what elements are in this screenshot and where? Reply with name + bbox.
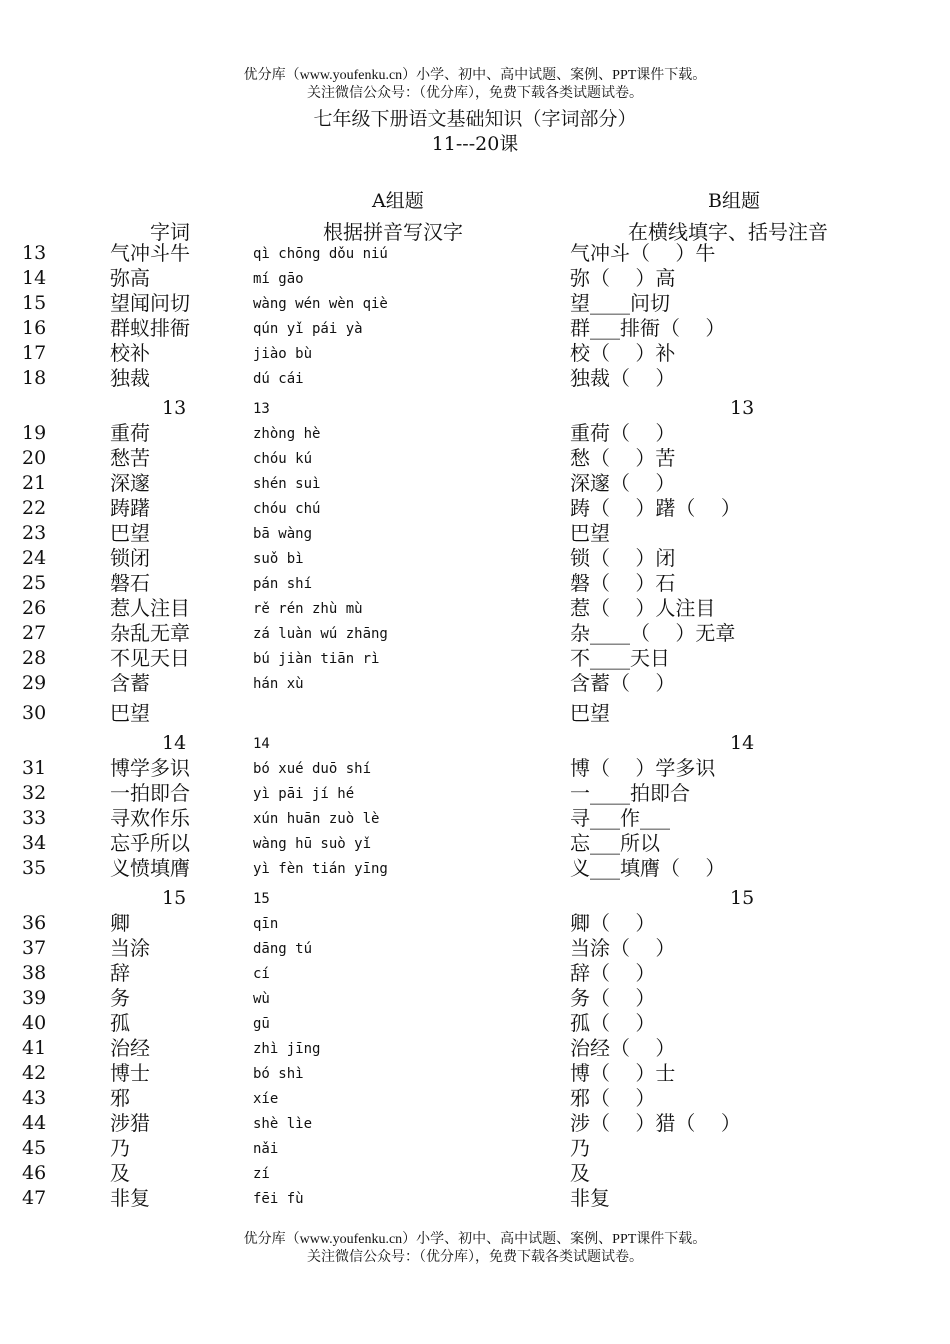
row-fill-blank: 含蓄（ ） xyxy=(570,671,676,695)
row-number: 42 xyxy=(22,1062,47,1084)
row-number: 18 xyxy=(22,367,47,389)
row-number: 39 xyxy=(22,987,47,1009)
table-row xyxy=(0,266,950,291)
row-word: 博学多识 xyxy=(110,756,190,780)
row-fill-blank: 深邃（ ） xyxy=(570,471,676,495)
row-word: 非复 xyxy=(110,1186,150,1210)
row-fill-blank: 卿（ ） xyxy=(570,911,656,935)
lesson-number-a: 15 xyxy=(162,887,187,909)
row-pinyin: shén suì xyxy=(253,476,321,492)
table-row xyxy=(0,446,950,471)
row-number: 20 xyxy=(22,447,47,469)
row-fill-blank: 寻___作___ xyxy=(570,806,670,830)
table-row xyxy=(0,596,950,621)
row-pinyin: fēi fù xyxy=(253,1191,304,1207)
row-number: 43 xyxy=(22,1087,47,1109)
table-row xyxy=(0,621,950,646)
lesson-number-a: 13 xyxy=(162,397,187,419)
row-pinyin: bó xué duō shí xyxy=(253,761,372,777)
row-number: 36 xyxy=(22,912,47,934)
page-subtitle: 11---20课 xyxy=(431,133,519,155)
row-pinyin: qì chōng dǒu niú xyxy=(253,246,388,262)
row-number: 15 xyxy=(22,292,47,314)
row-number: 27 xyxy=(22,622,47,644)
row-fill-blank: 校（ ）补 xyxy=(570,341,676,365)
row-pinyin: zhì jīng xyxy=(253,1041,321,1057)
lesson-number-b: 15 xyxy=(730,887,755,909)
table-row xyxy=(0,961,950,986)
row-fill-blank: 治经（ ） xyxy=(570,1036,676,1060)
row-word: 寻欢作乐 xyxy=(110,806,190,830)
row-word: 涉猎 xyxy=(110,1111,150,1135)
row-fill-blank: 乃 xyxy=(570,1136,590,1160)
row-fill-blank: 群___排衙（ ） xyxy=(570,316,726,340)
row-pinyin: bó shì xyxy=(253,1066,304,1082)
row-fill-blank: 重荷（ ） xyxy=(570,421,676,445)
row-fill-blank: 踌（ ）躇（ ） xyxy=(570,496,741,520)
row-number: 35 xyxy=(22,857,47,879)
header-line-2: 关注微信公众号：（优分库），免费下载各类试题试卷。 xyxy=(307,86,643,101)
row-number: 40 xyxy=(22,1012,47,1034)
row-word: 独裁 xyxy=(110,366,150,390)
row-word: 辞 xyxy=(110,961,130,985)
row-pinyin: rě rén zhù mù xyxy=(253,601,363,617)
row-word: 气冲斗牛 xyxy=(110,241,190,265)
lesson-marker xyxy=(0,886,950,911)
table-row xyxy=(0,571,950,596)
row-fill-blank: 望____问切 xyxy=(570,291,670,315)
row-pinyin: yì fèn tián yīng xyxy=(253,861,388,877)
row-word: 忘乎所以 xyxy=(110,831,190,855)
row-pinyin: hán xù xyxy=(253,676,304,692)
row-number: 46 xyxy=(22,1162,47,1184)
row-fill-blank: 巴望 xyxy=(570,521,610,545)
row-fill-blank: 一____拍即合 xyxy=(570,781,690,805)
lesson-number-a: 14 xyxy=(162,732,187,754)
row-fill-blank: 惹（ ）人注目 xyxy=(570,596,716,620)
table-row xyxy=(0,1036,950,1061)
row-word: 惹人注目 xyxy=(110,596,190,620)
row-word: 锁闭 xyxy=(110,546,150,570)
row-word: 一拍即合 xyxy=(110,781,190,805)
row-pinyin: yì pāi jí hé xyxy=(253,786,355,802)
row-number: 31 xyxy=(22,757,47,779)
row-pinyin: zhòng hè xyxy=(253,426,321,442)
row-number: 29 xyxy=(22,672,47,694)
row-number: 30 xyxy=(22,702,47,724)
group-a-heading: A组题 xyxy=(372,190,424,212)
row-fill-blank: 愁（ ）苦 xyxy=(570,446,676,470)
table-row xyxy=(0,701,950,726)
row-word: 群蚁排衙 xyxy=(110,316,190,340)
row-fill-blank: 博（ ）学多识 xyxy=(570,756,716,780)
row-fill-blank: 锁（ ）闭 xyxy=(570,546,676,570)
row-word: 望闻问切 xyxy=(110,291,190,315)
table-row xyxy=(0,421,950,446)
row-number: 34 xyxy=(22,832,47,854)
lesson-marker xyxy=(0,731,950,756)
table-row xyxy=(0,856,950,881)
table-row xyxy=(0,936,950,961)
row-word: 当涂 xyxy=(110,936,150,960)
table-row xyxy=(0,831,950,856)
row-number: 45 xyxy=(22,1137,47,1159)
table-row xyxy=(0,1061,950,1086)
row-number: 13 xyxy=(22,242,47,264)
row-fill-blank: 涉（ ）猎（ ） xyxy=(570,1111,741,1135)
row-pinyin: mí gāo xyxy=(253,271,304,287)
col-pinyin-heading: 根据拼音写汉字 xyxy=(323,220,463,244)
table-row xyxy=(0,756,950,781)
row-word: 务 xyxy=(110,986,130,1010)
col-fill-heading: 在横线填字、括号注音 xyxy=(628,220,828,244)
row-pinyin: wàng hū suò yǐ xyxy=(253,836,372,852)
row-number: 38 xyxy=(22,962,47,984)
row-pinyin: dāng tú xyxy=(253,941,313,957)
row-word: 邪 xyxy=(110,1086,130,1110)
row-pinyin: chóu kú xyxy=(253,451,313,467)
row-number: 21 xyxy=(22,472,47,494)
table-row xyxy=(0,366,950,391)
row-pinyin: bā wàng xyxy=(253,526,313,542)
row-pinyin: cí xyxy=(253,966,270,982)
row-word: 含蓄 xyxy=(110,671,150,695)
row-word: 磐石 xyxy=(110,571,150,595)
row-number: 47 xyxy=(22,1187,47,1209)
table-row xyxy=(0,1086,950,1111)
row-number: 25 xyxy=(22,572,47,594)
table-row xyxy=(0,1011,950,1036)
row-fill-blank: 不____天日 xyxy=(570,646,670,670)
row-word: 愁苦 xyxy=(110,446,150,470)
row-number: 24 xyxy=(22,547,47,569)
table-row xyxy=(0,986,950,1011)
row-pinyin: xíe xyxy=(253,1091,279,1107)
row-pinyin: shè lìe xyxy=(253,1116,313,1132)
row-pinyin: bú jiàn tiān rì xyxy=(253,651,380,667)
header-line-1: 优分库（www.youfenku.cn）小学、初中、高中试题、案例、PPT课件下载。 xyxy=(243,68,707,83)
row-number: 37 xyxy=(22,937,47,959)
row-fill-blank: 孤（ ） xyxy=(570,1011,656,1035)
table-row xyxy=(0,1161,950,1186)
row-fill-blank: 磐（ ）石 xyxy=(570,571,676,595)
row-pinyin: nǎi xyxy=(253,1141,279,1157)
row-fill-blank: 独裁（ ） xyxy=(570,366,676,390)
table-row xyxy=(0,241,950,266)
row-pinyin: wù xyxy=(253,991,270,1007)
lesson-marker xyxy=(0,396,950,421)
lesson-number-pinyin: 13 xyxy=(253,401,270,417)
row-fill-blank: 巴望 xyxy=(570,701,610,725)
row-number: 28 xyxy=(22,647,47,669)
row-fill-blank: 弥（ ）高 xyxy=(570,266,676,290)
row-pinyin: zá luàn wú zhāng xyxy=(253,626,388,642)
row-pinyin: jiào bù xyxy=(253,346,313,362)
row-word: 孤 xyxy=(110,1011,130,1035)
row-number: 33 xyxy=(22,807,47,829)
row-word: 不见天日 xyxy=(110,646,190,670)
row-pinyin: suǒ bì xyxy=(253,551,304,567)
row-pinyin: qún yǐ pái yà xyxy=(253,321,363,337)
row-word: 弥高 xyxy=(110,266,150,290)
row-word: 深邃 xyxy=(110,471,150,495)
lesson-number-b: 14 xyxy=(730,732,755,754)
row-word: 博士 xyxy=(110,1061,150,1085)
table-row xyxy=(0,291,950,316)
page-title: 七年级下册语文基础知识（字词部分） xyxy=(313,108,637,130)
row-word: 巴望 xyxy=(110,701,150,725)
table-row xyxy=(0,646,950,671)
row-fill-blank: 邪（ ） xyxy=(570,1086,656,1110)
row-fill-blank: 辞（ ） xyxy=(570,961,656,985)
table-row xyxy=(0,546,950,571)
lesson-number-pinyin: 15 xyxy=(253,891,270,907)
row-fill-blank: 忘___所以 xyxy=(570,831,660,855)
row-fill-blank: 当涂（ ） xyxy=(570,936,676,960)
row-pinyin: gū xyxy=(253,1016,270,1032)
row-number: 23 xyxy=(22,522,47,544)
table-row xyxy=(0,1136,950,1161)
row-fill-blank: 杂____（ ）无章 xyxy=(570,621,736,645)
table-row xyxy=(0,521,950,546)
row-fill-blank: 义___填膺（ ） xyxy=(570,856,726,880)
table-row xyxy=(0,781,950,806)
row-pinyin: dú cái xyxy=(253,371,304,387)
table-row xyxy=(0,1186,950,1211)
table-row xyxy=(0,496,950,521)
row-number: 26 xyxy=(22,597,47,619)
row-word: 重荷 xyxy=(110,421,150,445)
table-row xyxy=(0,806,950,831)
row-number: 17 xyxy=(22,342,47,364)
row-word: 巴望 xyxy=(110,521,150,545)
row-word: 校补 xyxy=(110,341,150,365)
row-word: 治经 xyxy=(110,1036,150,1060)
footer-line-2: 关注微信公众号：（优分库），免费下载各类试题试卷。 xyxy=(307,1250,643,1265)
row-number: 44 xyxy=(22,1112,47,1134)
row-number: 41 xyxy=(22,1037,47,1059)
row-pinyin: xún huān zuò lè xyxy=(253,811,380,827)
row-number: 32 xyxy=(22,782,47,804)
col-word-heading: 字词 xyxy=(150,220,190,244)
row-number: 14 xyxy=(22,267,47,289)
row-word: 及 xyxy=(110,1161,130,1185)
lesson-number-pinyin: 14 xyxy=(253,736,270,752)
row-fill-blank: 务（ ） xyxy=(570,986,656,1010)
row-word: 卿 xyxy=(110,911,130,935)
row-number: 19 xyxy=(22,422,47,444)
table-row xyxy=(0,471,950,496)
row-fill-blank: 博（ ）士 xyxy=(570,1061,676,1085)
row-word: 乃 xyxy=(110,1136,130,1160)
group-b-heading: B组题 xyxy=(708,190,760,212)
row-pinyin: chóu chú xyxy=(253,501,321,517)
footer-line-1: 优分库（www.youfenku.cn）小学、初中、高中试题、案例、PPT课件下载。 xyxy=(243,1232,707,1247)
row-pinyin: pán shí xyxy=(253,576,313,592)
row-word: 踌躇 xyxy=(110,496,150,520)
row-pinyin: qīn xyxy=(253,916,279,932)
table-row xyxy=(0,316,950,341)
row-number: 22 xyxy=(22,497,47,519)
table-row xyxy=(0,911,950,936)
row-word: 义愤填膺 xyxy=(110,856,190,880)
table-row xyxy=(0,341,950,366)
row-fill-blank: 及 xyxy=(570,1161,590,1185)
row-word: 杂乱无章 xyxy=(110,621,190,645)
table-row xyxy=(0,671,950,696)
row-fill-blank: 非复 xyxy=(570,1186,610,1210)
row-number: 16 xyxy=(22,317,47,339)
lesson-number-b: 13 xyxy=(730,397,755,419)
row-fill-blank: 气冲斗（ ）牛 xyxy=(570,241,716,265)
row-pinyin: wàng wén wèn qiè xyxy=(253,296,388,312)
row-pinyin: zí xyxy=(253,1166,270,1182)
table-row xyxy=(0,1111,950,1136)
